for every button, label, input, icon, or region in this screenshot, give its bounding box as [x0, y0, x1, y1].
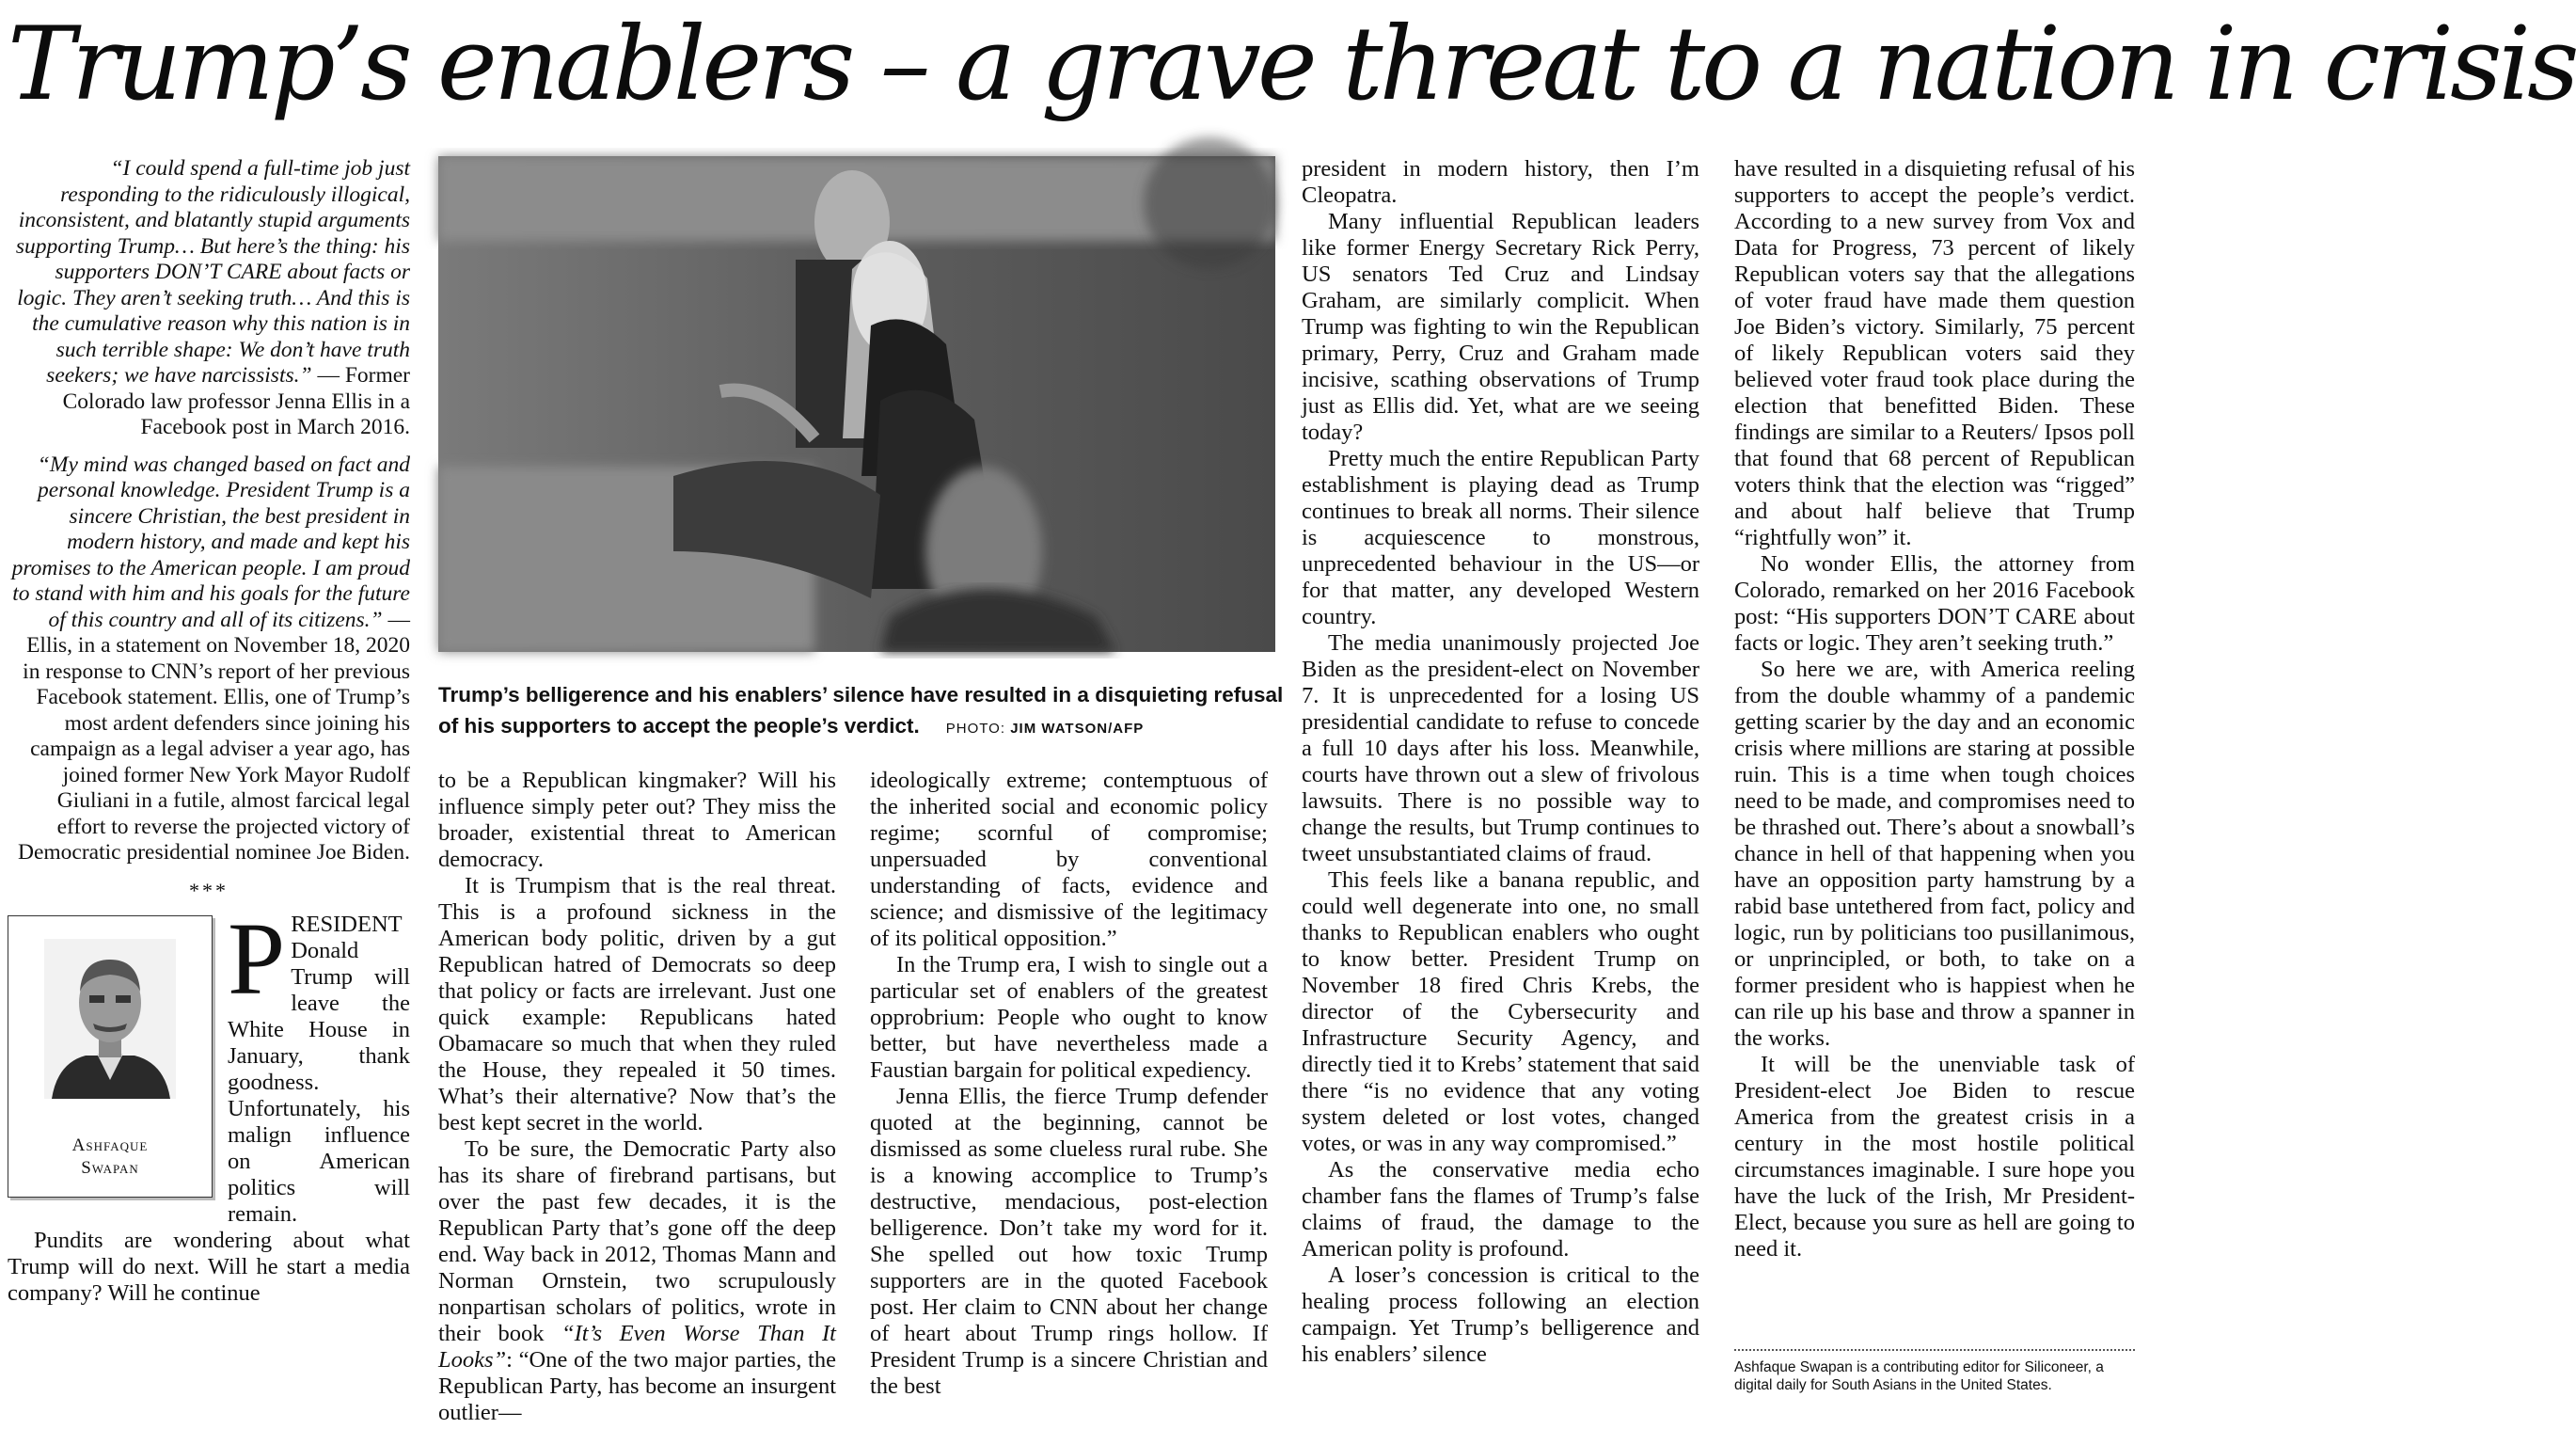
col1-paragraph-2: Pundits are wondering about what Trump will do next. Will he start a media company? Will he continue: [8, 1227, 410, 1306]
photo-credit-name: JIM WATSON/AFP: [1010, 721, 1145, 737]
col4-paragraph-6: As the conservative media echo chamber fans the flames of Trump’s false claims of fraud, the damage to the American polity is profound.: [1302, 1157, 1699, 1262]
col2-paragraph-3-a: To be sure, the Democratic Party also has its share of firebrand partisans, but over the past few decades, it is the Republican Party that’s gone off the deep end. Way back in 2012, Thomas Mann and Norman Ornstein, two scrupulously nonpartisan scholars of politics, wrote in their book: [438, 1136, 836, 1346]
col4-paragraph-1: president in modern history, then I’m Cleopatra.: [1302, 156, 1699, 208]
col4-paragraph-2: Many influential Republican leaders like former Energy Secretary Rick Perry, US senators Ted Cruz and Lindsay Graham, are similarly complicit. When Trump was fighting to win the Republican primary, Perry, Cruz and Graham made incisive, scathing observations of Trump just as Ellis did. Yet, what are we seeing today?: [1302, 209, 1699, 445]
article-photo: [438, 156, 1275, 652]
drop-cap: P: [228, 900, 286, 1016]
col4-paragraph-4: The media unanimously projected Joe Biden as the president-elect on November 7. It is unprecedented for a losing US presidential candidate to refuse to concede a full 10 days after his loss. Meanwhile, courts have thrown out a slew of frivolous lawsuits. There is no possible way to change the results, but Trump continues to tweet unsubstantiated claims of fraud.: [1302, 630, 1699, 866]
bio-divider: [1734, 1349, 2135, 1351]
col2-paragraph-3: [438, 1136, 836, 1426]
pull-quote-1-text: “I could spend a full-time job just responding to the ridiculously illogical, inconsistent, and blatantly stupid arguments supporting Trump… But here’s the thing: his supporters DON’T CARE about facts or logic. They aren’t seeking truth… And this is the cumulative reason why this nation is in such terrible shape: We don’t have truth seekers; we have narcissists.”: [15, 156, 410, 388]
column-1: [8, 156, 410, 1307]
col5-paragraph-4: It will be the unenviable task of President-elect Joe Biden to rescue America from the greatest crisis in a century in the most hostile political circumstances imaginable. I sure hope you have the luck of the Irish, Mr President-Elect, because you sure as hell are going to need it.: [1734, 1052, 2135, 1262]
col5-paragraph-3: So here we are, with America reeling from the double whammy of a pandemic getting scarier by the day and an economic crisis where millions are staring at possible ruin. This is a time when tough choices need to be made, and compromises need to be thrashed out. There’s about a snowball’s chance in hell of that happening when you have an opposition party hamstrung by a rabid base untethered from fact, policy and logic, run by politicians too pusillanimous, or unprincipled, or both, to take on a former president who is happiest when he can rile up his base and throw a spanner in the works.: [1734, 657, 2135, 1051]
pull-quote-1-attribution: — Former Colorado law professor Jenna Ellis in a Facebook post in March 2016.: [62, 363, 410, 439]
pull-quote-2: [8, 453, 410, 866]
author-bio: Ashfaque Swapan is a contributing editor for Siliconeer, a digital daily for South Asians in the United States.: [1734, 1359, 2104, 1393]
col4-paragraph-5: This feels like a banana republic, and could well degenerate into one, no small thanks to Republican enablers who ought to know better. President Trump on November 18 fired Chris Krebs, the director of the Cybersecurity and Infrastructure Security Agency, and directly tied it to Krebs’ statement that said there “is no evidence that any voting system deleted or lost votes, changed votes, or was in any way compromised.”: [1302, 867, 1699, 1156]
photo-credit-label: PHOTO:: [945, 721, 1011, 737]
pull-quote-2-attribution: — Ellis, in a statement on November 18, 2020 in response to CNN’s report of her previous Facebook statement. Ellis, one of Trump’s most ardent defenders since joining his campaign as a legal adviser a year ago, has joined former New York Mayor Rudolf Giuliani in a futile, almost farcical legal effort to reverse the projected victory of Democratic presidential nominee Joe Biden.: [18, 607, 410, 865]
col5-paragraph-1: have resulted in a disquieting refusal of his supporters to accept the people’s verdict. According to a new survey from Vox and Data for Progress, 73 percent of likely Republican voters say that the allegations of voter fraud have made them question Joe Biden’s victory. Similarly, 75 percent of likely Republican voters said they believed voter fraud took place during the election that benefitted Biden. These findings are similar to a Reuters/ Ipsos poll that found that 68 percent of Republican voters think that the election was “rigged” and about half believe that Trump “rightfully won” it.: [1734, 156, 2135, 550]
headline: Trump’s enablers – a grave threat to a nation in crisis: [8, 6, 2576, 123]
column-5: [1734, 156, 2135, 1262]
book-title: “It’s Even Worse Than It Looks”: [438, 1321, 836, 1373]
col3-paragraph-1: ideologically extreme; contemptuous of the inherited social and economic policy regime; scornful of compromise; unpersuaded by conventional understanding of facts, evidence and science; and dismissive of the legitimacy of its political opposition.”: [870, 768, 1268, 951]
photo-caption: [438, 679, 1285, 744]
col5-paragraph-2: No wonder Ellis, the attorney from Colorado, remarked on her 2016 Facebook post: “His supporters DON’T CARE about facts or logic. They aren’t seeking truth.”: [1734, 551, 2135, 656]
column-3: [870, 768, 1268, 1400]
column-4: [1302, 156, 1699, 1368]
col2-paragraph-3-b: : “One of the two major parties, the Republican Party, has become an insurgent outlier—: [438, 1347, 836, 1425]
column-2: [438, 768, 836, 1426]
pull-quote-2-text: “My mind was changed based on fact and personal knowledge. President Trump is a sincere Christian, the best president in modern history, and made and kept his promises to the American people. I am proud to stand with him and his goals for the future of this country and all of its citizens.”: [11, 452, 410, 632]
pull-quote-1: [8, 156, 410, 441]
author-name-line2: Swapan: [81, 1157, 139, 1178]
col4-paragraph-3: Pretty much the entire Republican Party establishment is playing dead as Trump continues to break all norms. Their silence is acquiescence to monstrous, unprecedented behaviour in the US—or for that matter, any developed Western country.: [1302, 446, 1699, 629]
col3-paragraph-3: Jenna Ellis, the fierce Trump defender quoted at the beginning, cannot be dismissed as some clueless rural rube. She is a knowing accomplice to Trump’s destructive, mendacious, post-election belligerence. Don’t take my word for it. She spelled out how toxic Trump supporters are in the quoted Facebook post. Her claim to CNN about her change of heart about Trump rings hollow. If President Trump is a sincere Christian and the best: [870, 1084, 1268, 1399]
author-name: [8, 1135, 212, 1180]
col3-paragraph-2: In the Trump era, I wish to single out a particular set of enablers of the greatest opprobrium: People who ought to know better, but have nevertheless made a Faustian bargain for political expediency.: [870, 952, 1268, 1083]
photo-caption-text: Trump’s belligerence and his enablers’ silence have resulted in a disquieting refusal of his supporters to accept the people’s verdict.: [438, 683, 1284, 738]
author-box: [8, 915, 213, 1198]
author-name-line1: Ashfaque: [71, 1135, 149, 1155]
photo-credit: [946, 721, 1144, 737]
col2-paragraph-1: to be a Republican kingmaker? Will his influence simply peter out? They miss the broader, existential threat to American democracy.: [438, 768, 836, 872]
author-photo: [44, 939, 176, 1099]
section-separator: ***: [189, 878, 229, 902]
col2-paragraph-2: It is Trumpism that is the real threat. This is a profound sickness in the American body politic, driven by a gut Republican hatred of Democrats so deep that policy or facts are irrelevant. Just one quick example: Republicans hated Obamacare so much that when they ruled the House, they repealed it 50 times. What’s their alternative? Now that’s the best kept secret in the world.: [438, 873, 836, 1135]
col4-paragraph-7: A loser’s concession is critical to the healing process following an election campaign. Yet Trump’s belligerence and his enablers’ silence: [1302, 1262, 1699, 1367]
lead-text: RESIDENT Donald Trump will leave the White House in January, thank goodness. Unfortunately, his malign influence on American politics will remain.: [228, 911, 410, 1227]
